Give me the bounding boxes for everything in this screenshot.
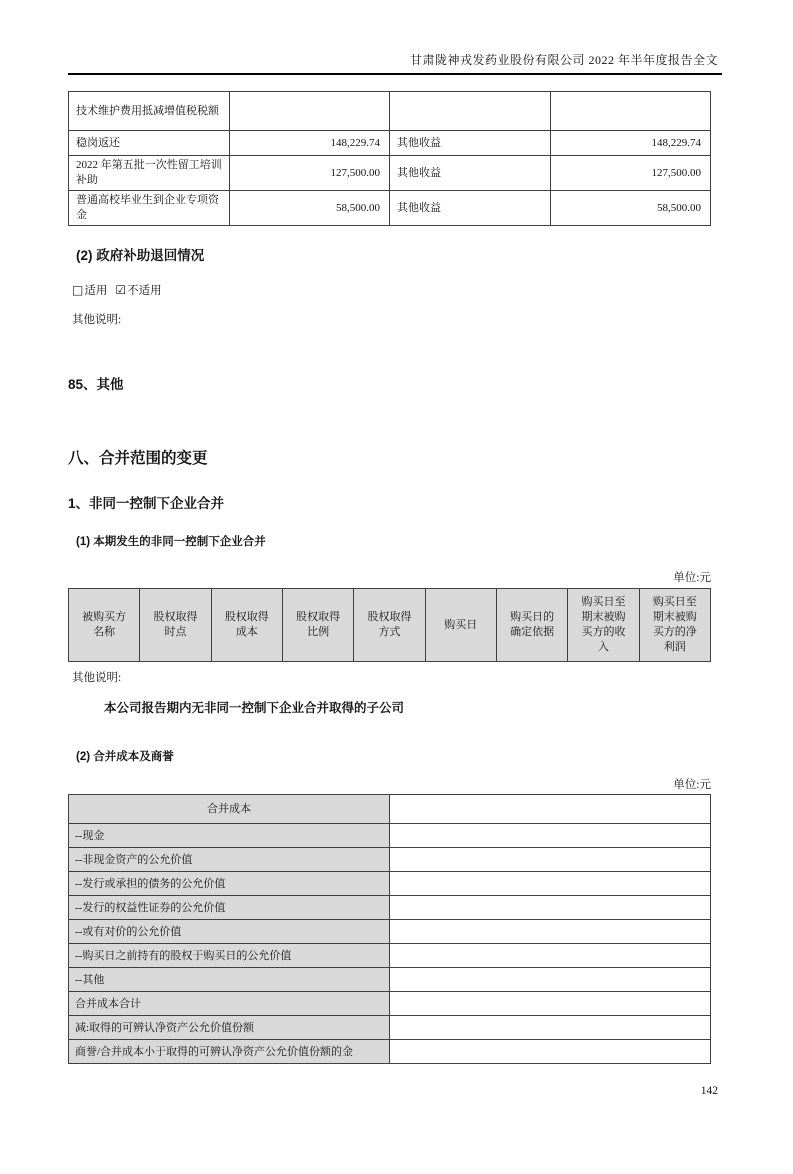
report-header-title: 甘肃陇神戎发药业股份有限公司 2022 年半年度报告全文: [409, 53, 718, 67]
subsidy-type-cell: 其他收益: [390, 156, 551, 191]
subsidy-amount-end-cell: [550, 92, 711, 131]
government-subsidy-table: [68, 91, 711, 226]
cost-value-cell: [390, 1040, 711, 1064]
cost-value-cell: [390, 992, 711, 1016]
cost-row: [69, 944, 711, 968]
other-note-label: 其他说明:: [72, 314, 122, 326]
merger-table: [68, 588, 711, 662]
cost-value-cell: [390, 968, 711, 992]
cost-row: [69, 896, 711, 920]
subsection-heading-combination: 1、非同一控制下企业合并: [68, 496, 225, 511]
subsidy-amount-end-cell: 127,500.00: [550, 156, 711, 191]
cost-label-cell: 合并成本: [69, 795, 390, 824]
applicability-line: [68, 283, 722, 299]
merger-header-cell: 购买日: [425, 589, 496, 662]
combination-cost-table: [68, 794, 711, 1064]
subsidy-name-cell: 技术维护费用抵减增值税税额: [69, 92, 230, 131]
cost-value-cell: [390, 795, 711, 824]
cost-value-cell: [390, 1016, 711, 1040]
section-heading-merge-scope: 八、合并范围的变更: [68, 450, 208, 467]
cost-label-cell: 减:取得的可辨认净资产公允价值份额: [69, 1016, 390, 1040]
subsidy-name-cell: 稳岗返还: [69, 131, 230, 156]
cost-row: [69, 1016, 711, 1040]
merger-header-cell: 被购买方名称: [69, 589, 140, 662]
cost-label-cell: --非现金资产的公允价值: [69, 848, 390, 872]
cost-label-cell: --发行或承担的债务的公允价值: [69, 872, 390, 896]
section-heading-refund: (2) 政府补助退回情况: [76, 248, 205, 263]
cost-row: [69, 824, 711, 848]
subsidy-amount-end-cell: 58,500.00: [550, 191, 711, 226]
cost-value-cell: [390, 824, 711, 848]
subsidy-name-cell: 2022 年第五批一次性留工培训补助: [69, 156, 230, 191]
subsidy-row: [69, 92, 711, 131]
cost-row: [69, 968, 711, 992]
merger-header-cell: 购买日至期末被购买方的收入: [568, 589, 639, 662]
cost-label-cell: --现金: [69, 824, 390, 848]
cost-label-cell: 合并成本合计: [69, 992, 390, 1016]
cost-row: [69, 795, 711, 824]
merger-header-cell: 股权取得比例: [282, 589, 353, 662]
item-heading-current-combination: (1) 本期发生的非同一控制下企业合并: [76, 536, 266, 548]
subsidy-amount-cell: [229, 92, 390, 131]
cost-label-cell: --或有对价的公允价值: [69, 920, 390, 944]
other-note-label: 其他说明:: [72, 672, 122, 684]
merger-header-cell: 购买日至期末被购买方的净利润: [639, 589, 710, 662]
subsidy-amount-end-cell: 148,229.74: [550, 131, 711, 156]
subsidy-row: [69, 191, 711, 226]
report-page: [68, 52, 722, 1098]
cost-row: [69, 872, 711, 896]
page-number: 142: [700, 1085, 718, 1097]
not-apply-label: 不适用: [127, 285, 162, 297]
checkbox-checked-icon: ☑: [115, 283, 127, 297]
cost-label-cell: --其他: [69, 968, 390, 992]
merger-header-row: [69, 589, 711, 662]
cost-value-cell: [390, 872, 711, 896]
merger-header-cell: 股权取得时点: [140, 589, 211, 662]
subsidy-amount-cell: 58,500.00: [229, 191, 390, 226]
unit-label: 单位:元: [673, 572, 711, 584]
cost-label-cell: --购买日之前持有的股权于购买日的公允价值: [69, 944, 390, 968]
cost-row: [69, 992, 711, 1016]
cost-label-cell: --发行的权益性证券的公允价值: [69, 896, 390, 920]
subsidy-type-cell: 其他收益: [390, 191, 551, 226]
header-divider: [68, 73, 722, 75]
cost-row: [69, 848, 711, 872]
subsidy-type-cell: 其他收益: [390, 131, 551, 156]
subsidy-type-cell: [390, 92, 551, 131]
subsidy-row: [69, 156, 711, 191]
subsidy-amount-cell: 127,500.00: [229, 156, 390, 191]
item-heading-cost-goodwill: (2) 合并成本及商誉: [76, 751, 174, 763]
section-heading-other: 85、其他: [68, 377, 124, 392]
cost-value-cell: [390, 920, 711, 944]
cost-row: [69, 1040, 711, 1064]
merger-header-cell: 股权取得方式: [354, 589, 425, 662]
unit-label: 单位:元: [673, 779, 711, 791]
cost-value-cell: [390, 944, 711, 968]
merger-header-cell: 股权取得成本: [211, 589, 282, 662]
apply-label: 适用: [84, 285, 108, 297]
merger-header-cell: 购买日的确定依据: [496, 589, 567, 662]
subsidy-row: [69, 131, 711, 156]
cost-label-cell: 商誉/合并成本小于取得的可辨认净资产公允价值份额的金: [69, 1040, 390, 1064]
combination-note: 本公司报告期内无非同一控制下企业合并取得的子公司: [104, 701, 405, 715]
cost-value-cell: [390, 896, 711, 920]
cost-value-cell: [390, 848, 711, 872]
checkbox-unchecked-icon: □: [72, 283, 84, 297]
subsidy-amount-cell: 148,229.74: [229, 131, 390, 156]
subsidy-name-cell: 普通高校毕业生到企业专项资金: [69, 191, 230, 226]
cost-row: [69, 920, 711, 944]
